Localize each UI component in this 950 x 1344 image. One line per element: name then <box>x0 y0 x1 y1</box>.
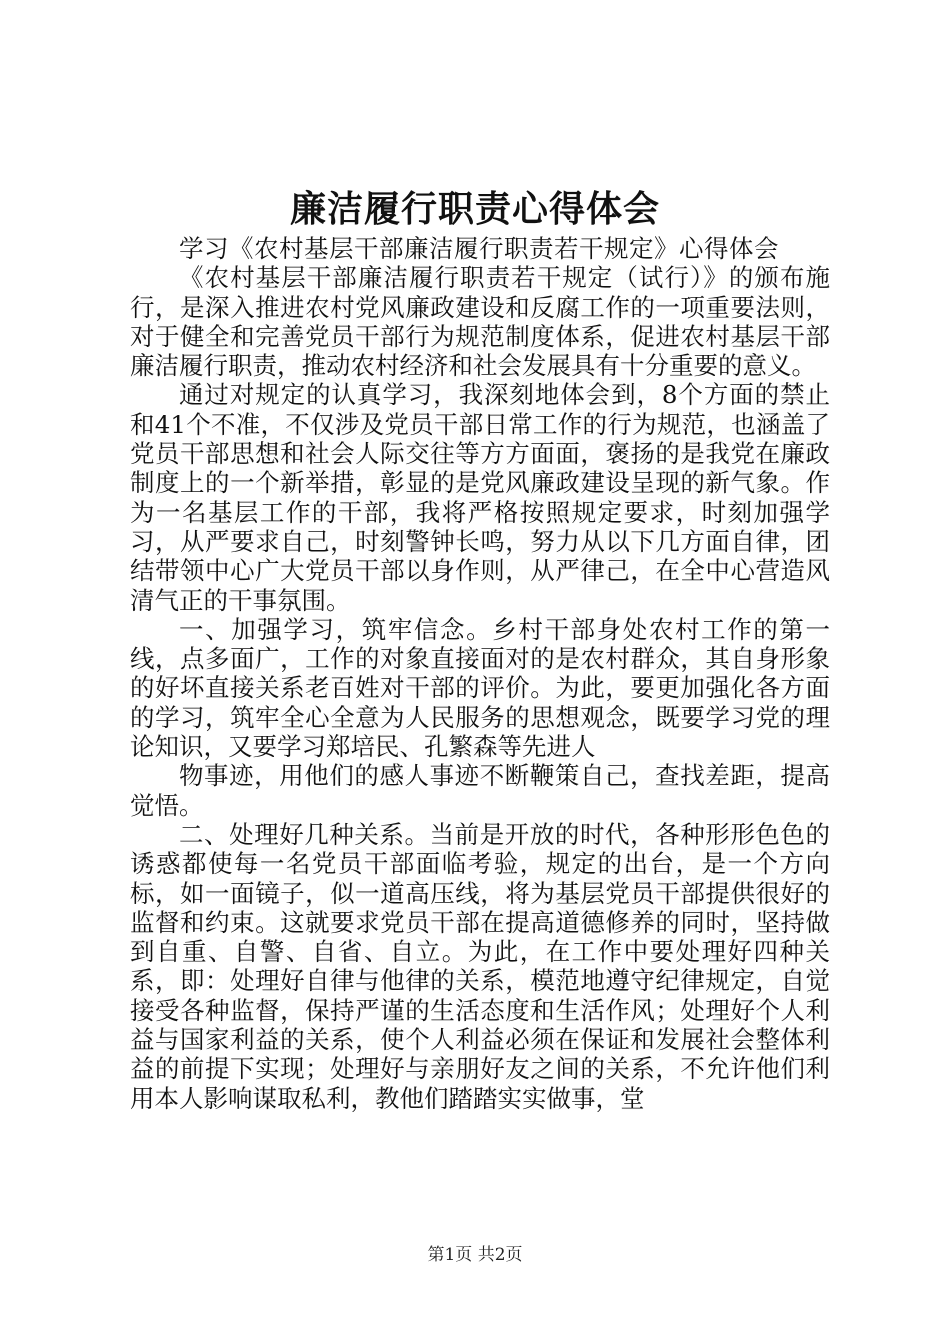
document-body <box>130 234 830 1113</box>
paragraph: 物事迹，用他们的感人事迹不断鞭策自己，查找差距，提高觉悟。 <box>130 761 830 820</box>
paragraph: 《农村基层干部廉洁履行职责若干规定（试行）》的颁布施行，是深入推进农村党风廉政建设和反腐工作的一项重要法则，对于健全和完善党员干部行为规范制度体系，促进农村基层干部廉洁履行职责，推动农村经济和社会发展具有十分重要的意义。 <box>130 263 830 381</box>
paragraph: 一、加强学习，筑牢信念。乡村干部身处农村工作的第一线，点多面广，工作的对象直接面对的是农村群众，其自身形象的好坏直接关系老百姓对干部的评价。为此，要更加强化各方面的学习，筑牢全心全意为人民服务的思想观念，既要学习党的理论知识，又要学习郑培民、孔繁森等先进人 <box>130 614 830 762</box>
document-title: 廉洁履行职责心得体会 <box>289 188 660 230</box>
paragraph: 通过对规定的认真学习，我深刻地体会到，8个方面的禁止和41个不准，不仅涉及党员干部日常工作的行为规范，也涵盖了党员干部思想和社会人际交往等方方面面，褒扬的是我党在廉政制度上的一个新举措，彰显的是党风廉政建设呈现的新气象。作为一名基层工作的干部，我将严格按照规定要求，时刻加强学习，从严要求自己，时刻警钟长鸣，努力从以下几方面自律，团结带领中心广大党员干部以身作则，从严律己，在全中心营造风清气正的干事氛围。 <box>130 380 830 615</box>
paragraph: 二、处理好几种关系。当前是开放的时代，各种形形色色的诱惑都使每一名党员干部面临考验，规定的出台，是一个方向标，如一面镜子，似一道高压线，将为基层党员干部提供很好的监督和约束。这就要求党员干部在提高道德修养的同时，坚持做到自重、自警、自省、自立。为此，在工作中要处理好四种关系，即：处理好自律与他律的关系，模范地遵守纪律规定，自觉接受各种监督，保持严谨的生活态度和生活作风；处理好个人利益与国家利益的关系，使个人利益必须在保证和发展社会整体利益的前提下实现；处理好与亲朋好友之间的关系，不允许他们利用本人影响谋取私利，教他们踏踏实实做事，堂 <box>130 819 830 1113</box>
page-number-footer: 第1页 共2页 <box>427 1245 523 1265</box>
document-subtitle: 学习《农村基层干部廉洁履行职责若干规定》心得体会 <box>179 234 779 263</box>
